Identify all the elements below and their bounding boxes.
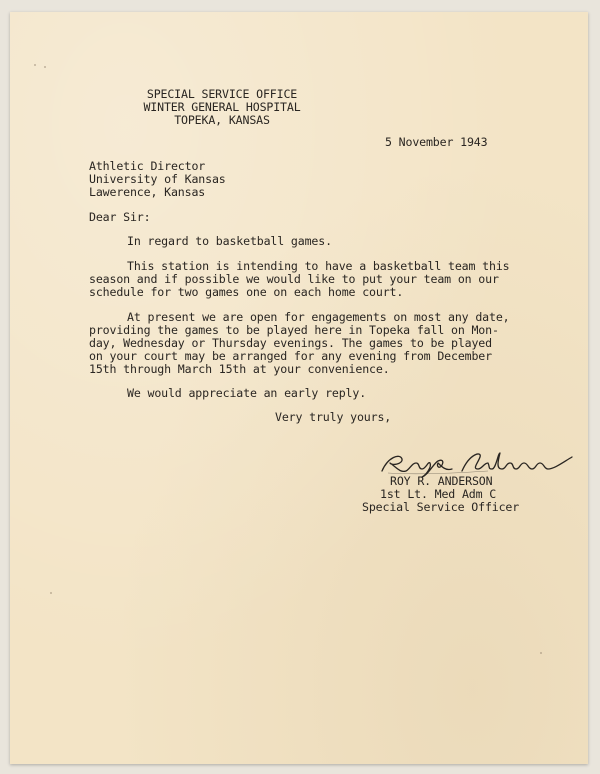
recipient-line: Lawerence, Kansas <box>89 185 206 199</box>
letterhead-hospital: WINTER GENERAL HOSPITAL <box>143 100 301 114</box>
body-line: providing the games to be played here in Topeka fall on Mon- <box>89 323 499 337</box>
letter-date: 5 November 1943 <box>385 135 488 149</box>
body-line: 15th through March 15th at your convenience. <box>89 362 390 376</box>
body-line: day, Wednesday or Thursday evenings. The games to be played <box>89 336 492 350</box>
body-line: In regard to basketball games. <box>127 234 332 248</box>
body-line: on your court may be arranged for any evening from December <box>89 349 492 363</box>
recipient-line: Athletic Director <box>89 159 206 173</box>
signer-name: ROY R. ANDERSON <box>390 474 493 488</box>
body-line: schedule for two games one on each home court. <box>89 285 404 299</box>
letter-page <box>10 12 588 764</box>
body-line: At present we are open for engagements on most any date, <box>127 310 510 324</box>
closing: Very truly yours, <box>275 410 392 424</box>
salutation: Dear Sir: <box>89 210 151 224</box>
recipient-line: University of Kansas <box>89 172 226 186</box>
signer-title: Special Service Officer <box>362 500 520 514</box>
paper-speck <box>44 66 46 68</box>
paper-speck <box>34 64 36 66</box>
paper-speck <box>50 592 52 594</box>
body-line: season and if possible we would like to put your team on our <box>89 272 499 286</box>
body-line: We would appreciate an early reply. <box>127 386 367 400</box>
signer-rank: 1st Lt. Med Adm C <box>380 487 497 501</box>
paper-speck <box>540 652 542 654</box>
body-line: This station is intending to have a basketball team this <box>127 259 510 273</box>
letterhead-office: SPECIAL SERVICE OFFICE <box>146 87 298 101</box>
letterhead-location: TOPEKA, KANSAS <box>174 113 270 127</box>
